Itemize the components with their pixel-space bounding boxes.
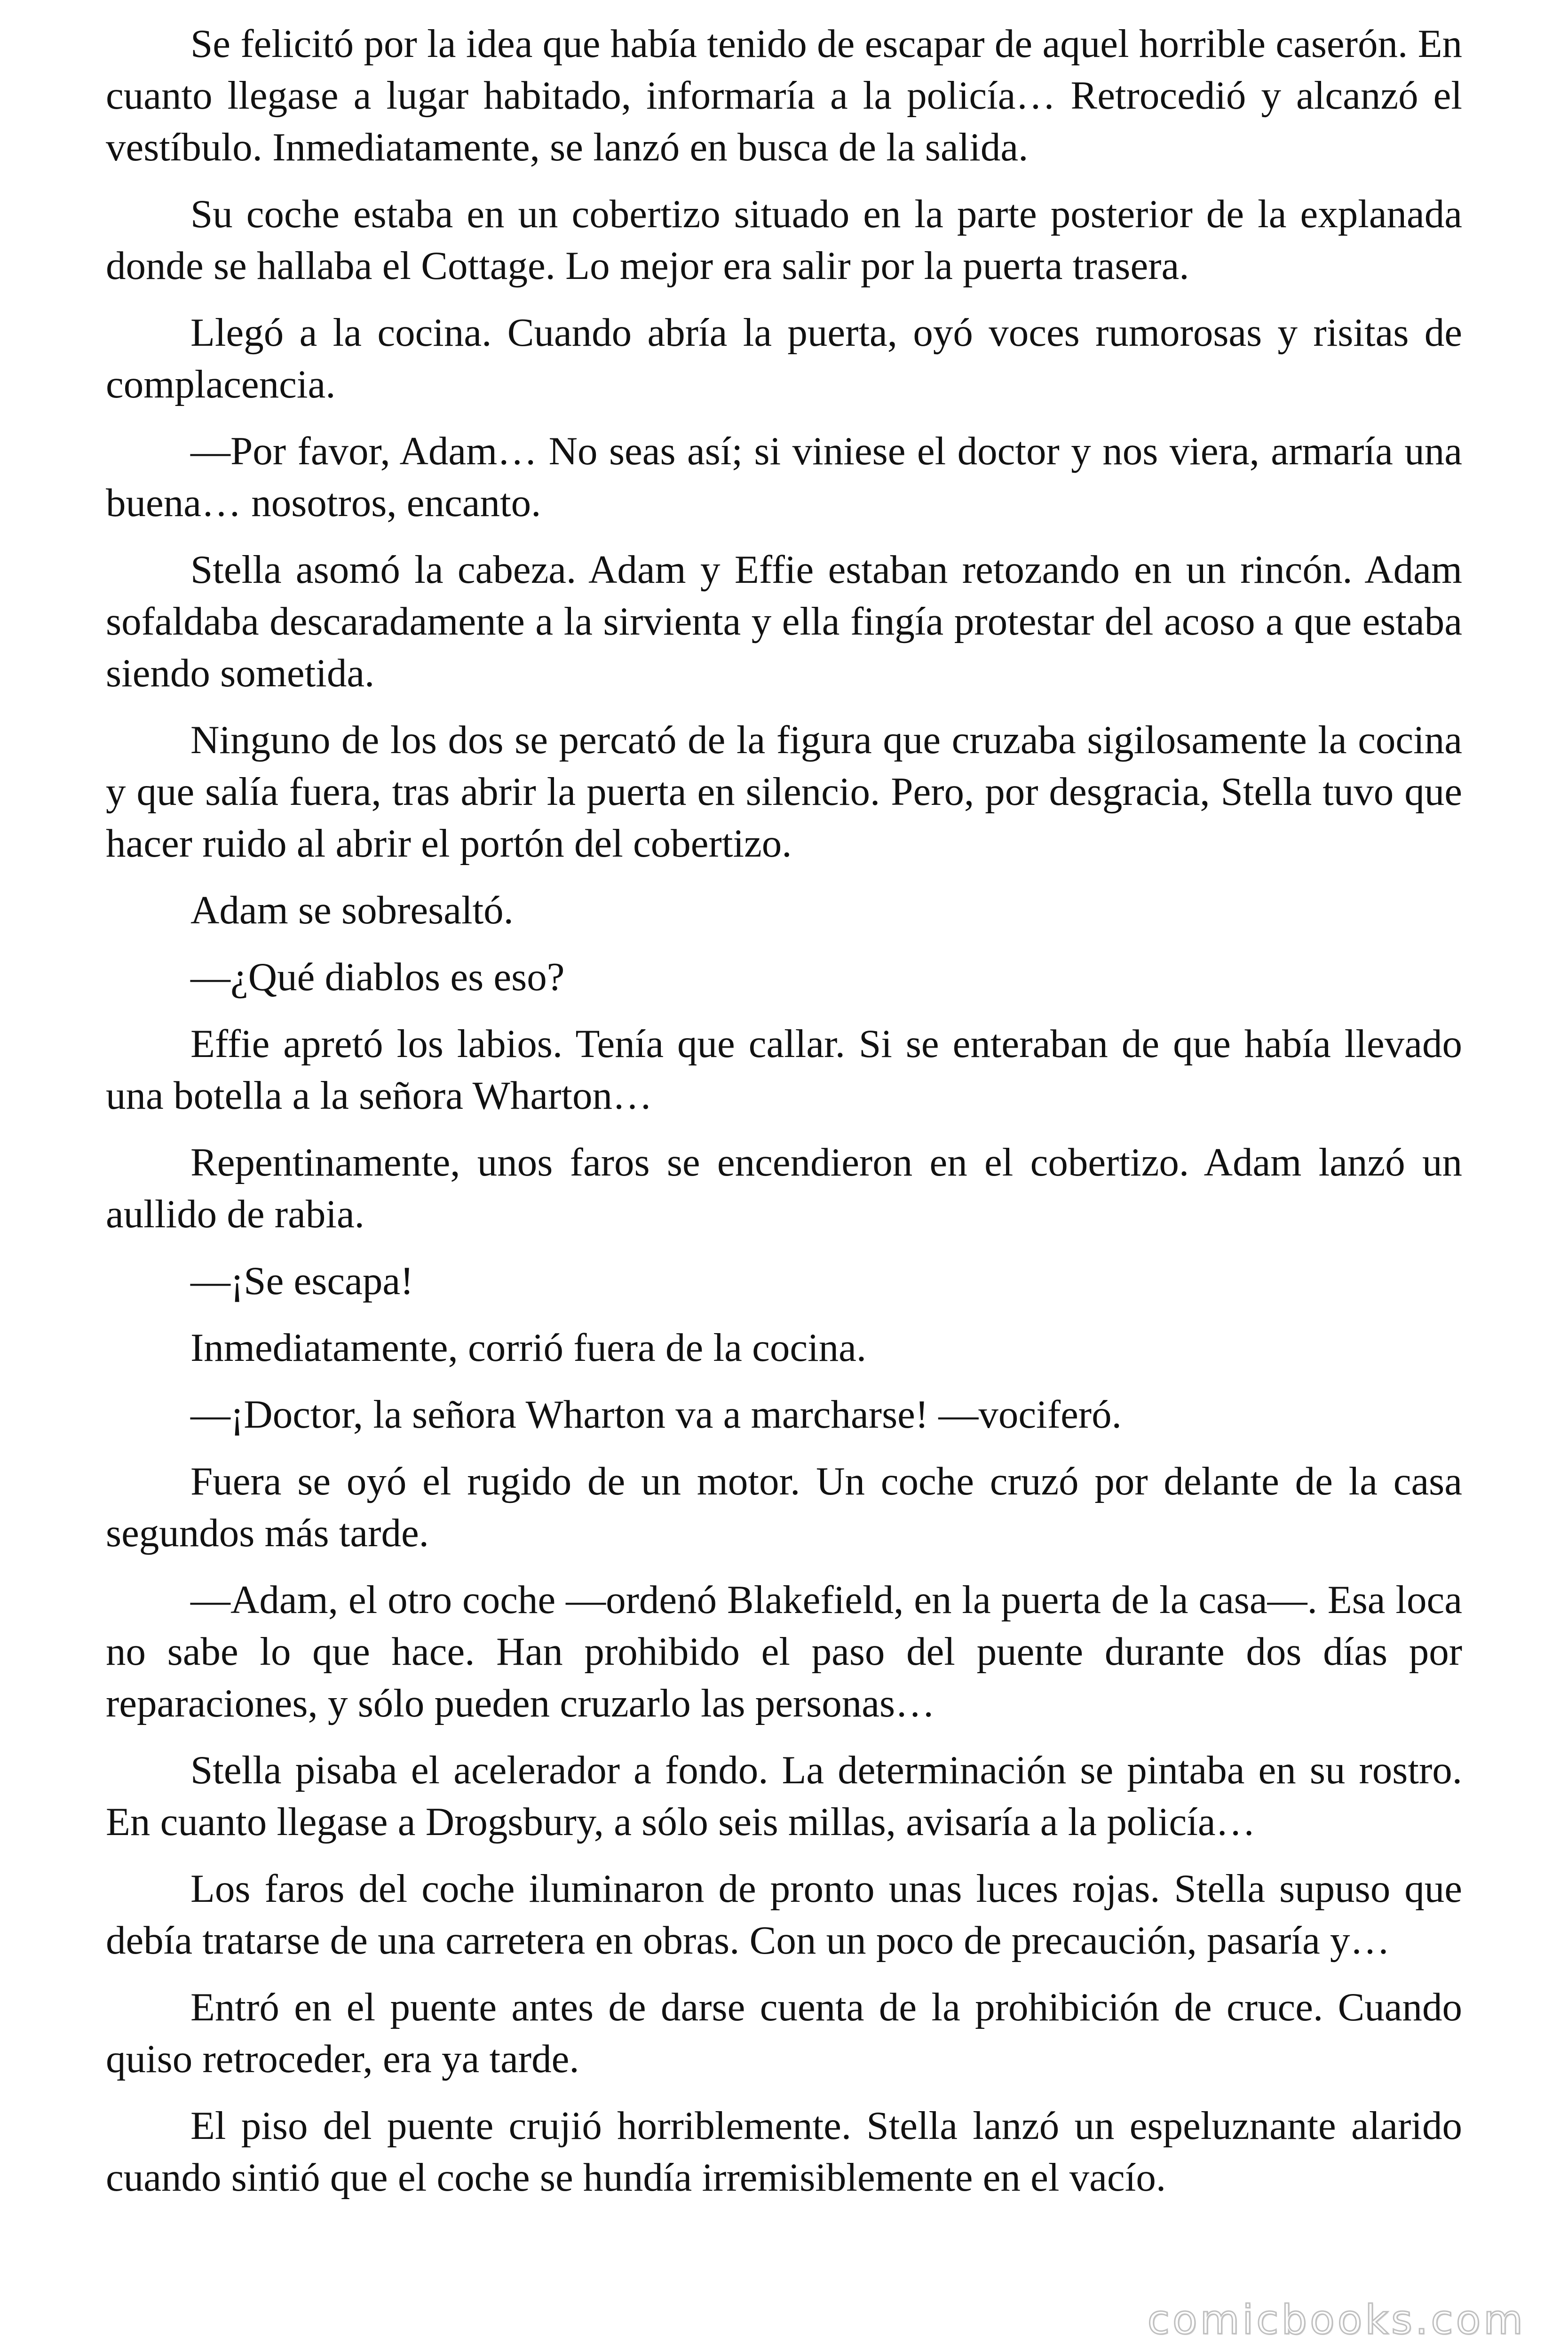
paragraph: Se felicitó por la idea que había tenido de escapar de aquel horrible caserón. En cuanto llegase a lugar habitado, informaría a la policía… Retrocedió y alcanzó el vestíbulo. Inmediatamente, se lanzó en busca de la salida. bbox=[106, 22, 1462, 169]
paragraph: El piso del puente crujió horriblemente. Stella lanzó un espeluznante alarido cuando sintió que el coche se hundía irremisiblemente en el vacío. bbox=[106, 2104, 1462, 2200]
watermark: comicbooks.com bbox=[1147, 2296, 1526, 2344]
book-page-text bbox=[106, 18, 1462, 2218]
paragraph: Repentinamente, unos faros se encendieron en el cobertizo. Adam lanzó un aullido de rabia. bbox=[106, 1140, 1462, 1236]
paragraph: Su coche estaba en un cobertizo situado en la parte posterior de la explanada donde se hallaba el Cottage. Lo mejor era salir por la puerta trasera. bbox=[106, 192, 1462, 288]
paragraph: Stella asomó la cabeza. Adam y Effie estaban retozando en un rincón. Adam sofaldaba descaradamente a la sirvienta y ella fingía protestar del acoso a que estaba siendo sometida. bbox=[106, 548, 1462, 695]
paragraph: Inmediatamente, corrió fuera de la cocina. bbox=[190, 1326, 867, 1370]
paragraph: Entró en el puente antes de darse cuenta de la prohibición de cruce. Cuando quiso retroceder, era ya tarde. bbox=[106, 1985, 1462, 2081]
paragraph: Los faros del coche iluminaron de pronto unas luces rojas. Stella supuso que debía tratarse de una carretera en obras. Con un poco de precaución, pasaría y… bbox=[106, 1867, 1462, 1963]
paragraph: Fuera se oyó el rugido de un motor. Un coche cruzó por delante de la casa segundos más tarde. bbox=[106, 1459, 1462, 1555]
paragraph: Adam se sobresaltó. bbox=[190, 888, 514, 932]
paragraph: —Por favor, Adam… No seas así; si viniese el doctor y nos viera, armaría una buena… nosotros, encanto. bbox=[106, 429, 1462, 525]
paragraph: Llegó a la cocina. Cuando abría la puerta, oyó voces rumorosas y risitas de complacencia. bbox=[106, 310, 1462, 406]
paragraph: —¡Doctor, la señora Wharton va a marcharse! —vociferó. bbox=[190, 1392, 1122, 1437]
paragraph: —¡Se escapa! bbox=[190, 1259, 414, 1303]
paragraph: Effie apretó los labios. Tenía que callar. Si se enteraban de que había llevado una botella a la señora Wharton… bbox=[106, 1022, 1462, 1118]
paragraph: Ninguno de los dos se percató de la figura que cruzaba sigilosamente la cocina y que salía fuera, tras abrir la puerta en silencio. Pero, por desgracia, Stella tuvo que hacer ruido al abrir el portón del cobertizo. bbox=[106, 718, 1462, 866]
paragraph: Stella pisaba el acelerador a fondo. La determinación se pintaba en su rostro. En cuanto llegase a Drogsbury, a sólo seis millas, avisaría a la policía… bbox=[106, 1748, 1462, 1844]
paragraph: —¿Qué diablos es eso? bbox=[190, 955, 565, 999]
paragraph: —Adam, el otro coche —ordenó Blakefield, en la puerta de la casa—. Esa loca no sabe lo que hace. Han prohibido el paso del puente durante dos días por reparaciones, y sólo pueden cruzarlo las personas… bbox=[106, 1578, 1462, 1725]
